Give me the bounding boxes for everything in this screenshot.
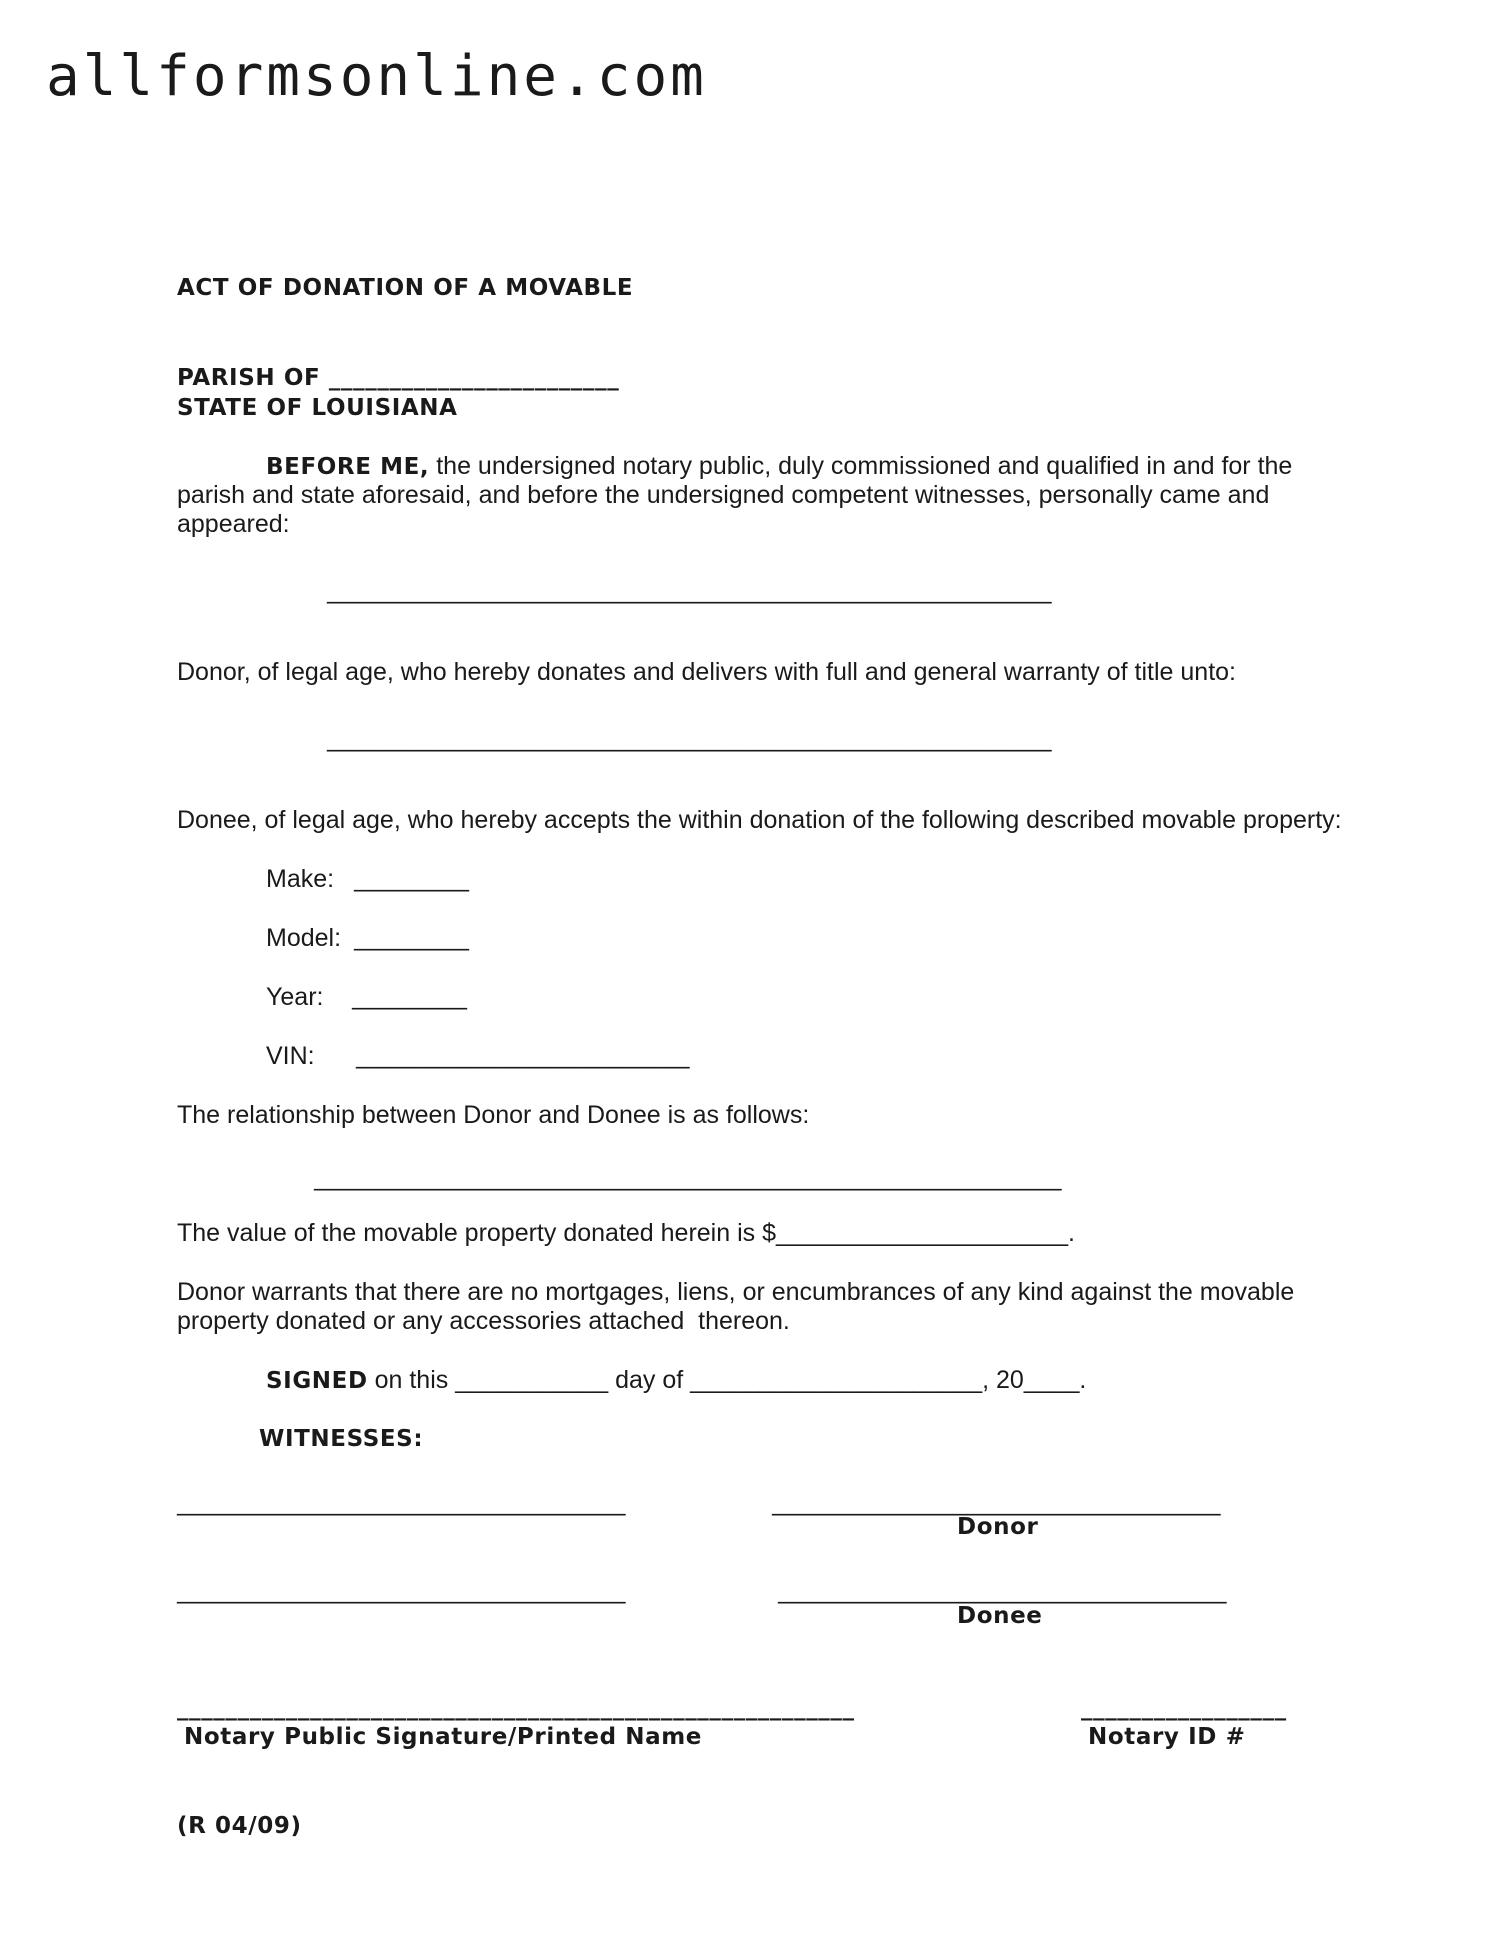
donor-statement: Donor, of legal age, who hereby donates and delivers with full and general warranty of title unto:	[177, 658, 1236, 686]
witnesses-label: WITNESSES:	[259, 1426, 424, 1452]
signed-line	[266, 1366, 1086, 1396]
donee-signature-label: Donee	[957, 1603, 1043, 1629]
donee-signature-line[interactable]: _______________________________________	[778, 1578, 1227, 1604]
document-title: ACT OF DONATION OF A MOVABLE	[177, 275, 634, 301]
warranty-line2: property donated or any accessories attached thereon.	[177, 1307, 790, 1335]
before-me-line2: parish and state aforesaid, and before the undersigned competent witnesses, personally came and	[177, 481, 1270, 509]
witness2-signature-line[interactable]: _______________________________________	[177, 1578, 626, 1604]
relationship-blank[interactable]: _________________________________________________________________	[314, 1165, 1062, 1191]
donor-signature-line[interactable]: _______________________________________	[772, 1490, 1221, 1516]
donee-name-blank[interactable]: _______________________________________________________________	[327, 726, 1052, 752]
warranty-line1: Donor warrants that there are no mortgages, liens, or encumbrances of any kind against the movable	[177, 1278, 1295, 1306]
field-year-blank[interactable]: __________	[352, 984, 467, 1010]
field-vin-blank[interactable]: _____________________________	[356, 1043, 690, 1069]
before-me-line3: appeared:	[177, 510, 290, 538]
notary-id-label: Notary ID #	[1088, 1724, 1246, 1750]
site-watermark: allformsonline.com	[46, 44, 707, 109]
signed-rest: on this ___________ day of _____________________, 20____.	[367, 1366, 1087, 1394]
parish-label: PARISH OF	[177, 365, 321, 391]
field-model-blank[interactable]: __________	[354, 925, 469, 951]
signed-lead: SIGNED	[266, 1368, 368, 1394]
donor-name-blank[interactable]: _______________________________________________________________	[327, 578, 1052, 604]
field-make-label: Make:	[266, 865, 335, 893]
notary-id-line[interactable]: _________________	[1081, 1695, 1287, 1721]
notary-signature-line[interactable]: ________________________________________________________	[177, 1695, 855, 1721]
witness1-signature-line[interactable]: _______________________________________	[177, 1490, 626, 1516]
parish-line	[177, 364, 619, 393]
notary-signature-label: Notary Public Signature/Printed Name	[184, 1724, 702, 1750]
before-me-line1	[266, 452, 1292, 482]
state-line: STATE OF LOUISIANA	[177, 395, 458, 421]
before-me-lead: BEFORE ME,	[266, 454, 430, 480]
field-year-label: Year:	[266, 983, 324, 1011]
parish-blank[interactable]: ________________________	[328, 365, 620, 391]
value-statement: The value of the movable property donated herein is $_____________________.	[177, 1219, 1075, 1247]
before-me-text1: the undersigned notary public, duly commissioned and qualified in and for the	[429, 452, 1293, 480]
donor-signature-label: Donor	[957, 1514, 1039, 1540]
field-model-label: Model:	[266, 924, 342, 952]
relationship-statement: The relationship between Donor and Donee is as follows:	[177, 1101, 810, 1129]
donee-statement: Donee, of legal age, who hereby accepts the within donation of the following described movable property:	[177, 806, 1342, 834]
field-vin-label: VIN:	[266, 1042, 315, 1070]
revision-code: (R 04/09)	[177, 1813, 302, 1839]
field-make-blank[interactable]: __________	[354, 866, 469, 892]
